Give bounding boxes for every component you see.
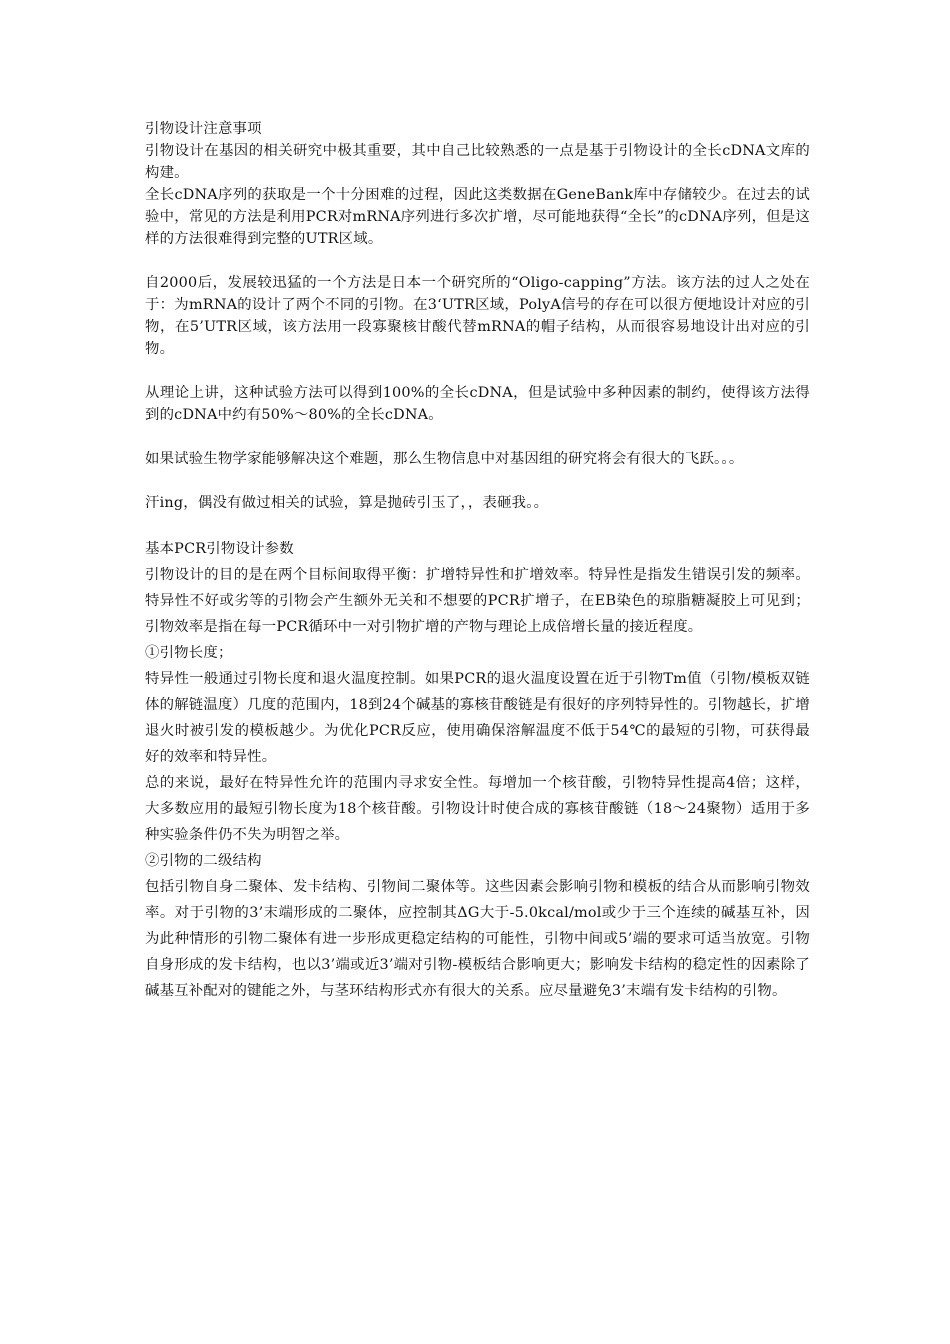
paragraph: 全长cDNA序列的获取是一个十分困难的过程，因此这类数据在GeneBank库中存储较少。在过去的试验中，常见的方法是利用PCR对mRNA序列进行多次扩增，尽可能地获得“全长”的cDNA序列，但是这样的方法很难得到完整的UTR区域。 — [145, 187, 810, 247]
paragraph: 引物设计在基因的相关研究中极其重要，其中自己比较熟悉的一点是基于引物设计的全长cDNA文库的构建。 — [145, 143, 810, 181]
paragraph: 汗ing，偶没有做过相关的试验，算是抛砖引玉了，，表砸我。。 — [145, 495, 549, 511]
paragraph: 包括引物自身二聚体、发卡结构、引物间二聚体等。这些因素会影响引物和模板的结合从而影响引物效率。对于引物的3’末端形成的二聚体，应控制其ΔG大于-5.0kcal/mol或少于三个连续的碱基互补，因为此种情形的引物二聚体有进一步形成更稳定结构的可能性，引物中间或5’端的要求可适当放宽。引物自身形成的发卡结构，也以3’端或近3’端对引物-模板结合影响更大；影响发卡结构的稳定性的因素除了碱基互补配对的键能之外，与茎环结构形式亦有很大的关系。应尽量避免3’末端有发卡结构的引物。 — [145, 879, 810, 999]
paragraph: 引物设计的目的是在两个目标间取得平衡：扩增特异性和扩增效率。特异性是指发生错误引发的频率。特异性不好或劣等的引物会产生额外无关和不想要的PCR扩增子，在EB染色的琼脂糖凝胶上可见到；引物效率是指在每一PCR循环中一对引物扩增的产物与理论上成倍增长量的接近程度。 — [145, 567, 810, 635]
section-primer-notes — [145, 118, 810, 514]
section-title: 基本PCR引物设计参数 — [145, 541, 294, 557]
document-body — [145, 118, 810, 1004]
section-title: 引物设计注意事项 — [145, 121, 262, 137]
paragraph: 自2000后，发展较迅猛的一个方法是日本一个研究所的“Oligo-capping”方法。该方法的过人之处在于：为mRNA的设计了两个不同的引物。在3‘UTR区域，PolyA信号的存在可以很方便地设计对应的引物，在5’UTR区域，该方法用一段寡聚核甘酸代替mRNA的帽子结构，从而很容易地设计出对应的引物。 — [145, 275, 810, 357]
paragraph: 总的来说，最好在特异性允许的范围内寻求安全性。每增加一个核苷酸，引物特异性提高4倍；这样，大多数应用的最短引物长度为18个核苷酸。引物设计时使合成的寡核苷酸链（18～24聚物）适用于多种实验条件仍不失为明智之举。 — [145, 775, 810, 843]
paragraph: 特异性一般通过引物长度和退火温度控制。如果PCR的退火温度设置在近于引物Tm值（引物/模板双链体的解链温度）几度的范围内，18到24个碱基的寡核苷酸链是有很好的序列特异性的。引物越长，扩增退火时被引发的模板越少。为优化PCR反应，使用确保溶解温度不低于54℃的最短的引物，可获得最好的效率和特异性。 — [145, 671, 810, 765]
subheading-primer-length: ①引物长度； — [145, 645, 233, 661]
paragraph: 从理论上讲，这种试验方法可以得到100%的全长cDNA，但是试验中多种因素的制约，使得该方法得到的cDNA中约有50%～80%的全长cDNA。 — [145, 385, 810, 423]
section-pcr-parameters — [145, 536, 810, 1004]
subheading-secondary-structure: ②引物的二级结构 — [145, 853, 262, 869]
paragraph: 如果试验生物学家能够解决这个难题，那么生物信息中对基因组的研究将会有很大的飞跃。。。 — [145, 451, 744, 467]
